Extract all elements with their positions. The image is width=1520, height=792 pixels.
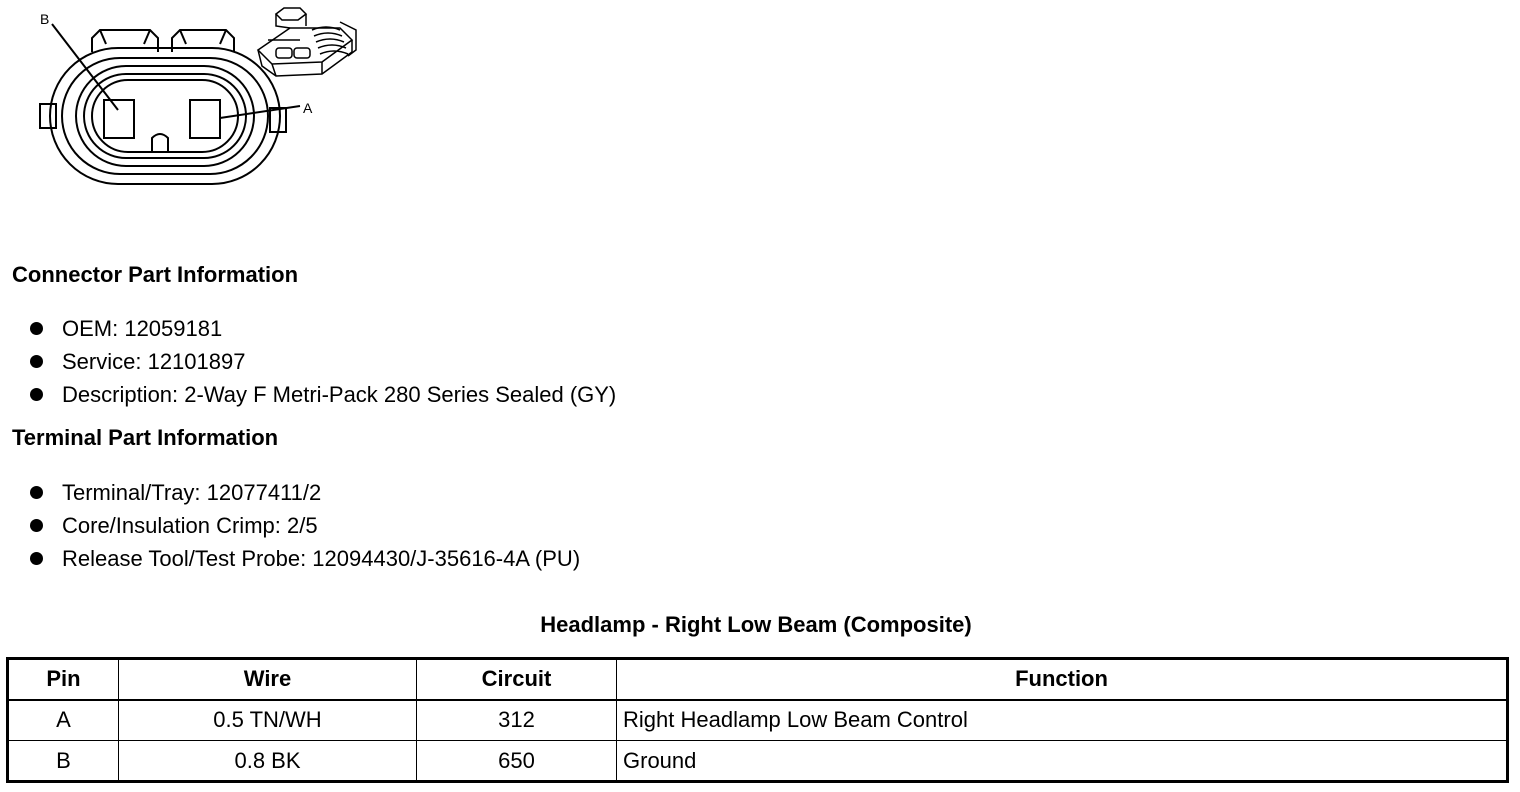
connector-face-diagram	[0, 0, 380, 200]
bullet-icon	[30, 552, 43, 565]
cell-circuit: 312	[417, 700, 617, 741]
list-item: Terminal/Tray: 12077411/2	[28, 476, 580, 509]
cell-pin: B	[8, 741, 119, 782]
pinout-table	[6, 657, 1509, 783]
list-item: OEM: 12059181	[28, 312, 616, 345]
header-circuit: Circuit	[417, 659, 617, 700]
cell-pin: A	[8, 700, 119, 741]
pin-label-a: A	[303, 100, 313, 116]
connector-isometric-sketch	[258, 8, 356, 76]
terminal-info-title: Terminal Part Information	[12, 425, 279, 450]
leader-a	[220, 106, 300, 118]
side-ear-left	[40, 104, 56, 128]
bullet-icon	[30, 519, 43, 532]
leader-b	[52, 24, 118, 110]
connector-info-list	[28, 312, 616, 411]
header-wire: Wire	[119, 659, 417, 700]
list-item: Description: 2-Way F Metri-Pack 280 Series Sealed (GY)	[28, 378, 616, 411]
list-item: Service: 12101897	[28, 345, 616, 378]
header-function: Function	[617, 659, 1508, 700]
keyway	[152, 134, 168, 152]
cell-wire: 0.8 BK	[119, 741, 417, 782]
bullet-icon	[30, 322, 43, 335]
bullet-icon	[30, 486, 43, 499]
bullet-icon	[30, 388, 43, 401]
list-item: Core/Insulation Crimp: 2/5	[28, 509, 580, 542]
table-row	[8, 741, 1508, 782]
list-item: Release Tool/Test Probe: 12094430/J-35616-4A (PU)	[28, 542, 580, 575]
cavity-b	[104, 100, 134, 138]
header-pin: Pin	[8, 659, 119, 700]
cavity-a	[190, 100, 220, 138]
cell-function: Right Headlamp Low Beam Control	[617, 700, 1508, 741]
terminal-info-list	[28, 476, 580, 575]
bullet-icon	[30, 355, 43, 368]
table-header-row	[8, 659, 1508, 700]
cell-wire: 0.5 TN/WH	[119, 700, 417, 741]
pin-label-b: B	[40, 11, 50, 27]
connector-info-title: Connector Part Information	[12, 262, 299, 287]
table-title: Headlamp - Right Low Beam (Composite)	[540, 612, 972, 637]
cell-function: Ground	[617, 741, 1508, 782]
table-row	[8, 700, 1508, 741]
cell-circuit: 650	[417, 741, 617, 782]
